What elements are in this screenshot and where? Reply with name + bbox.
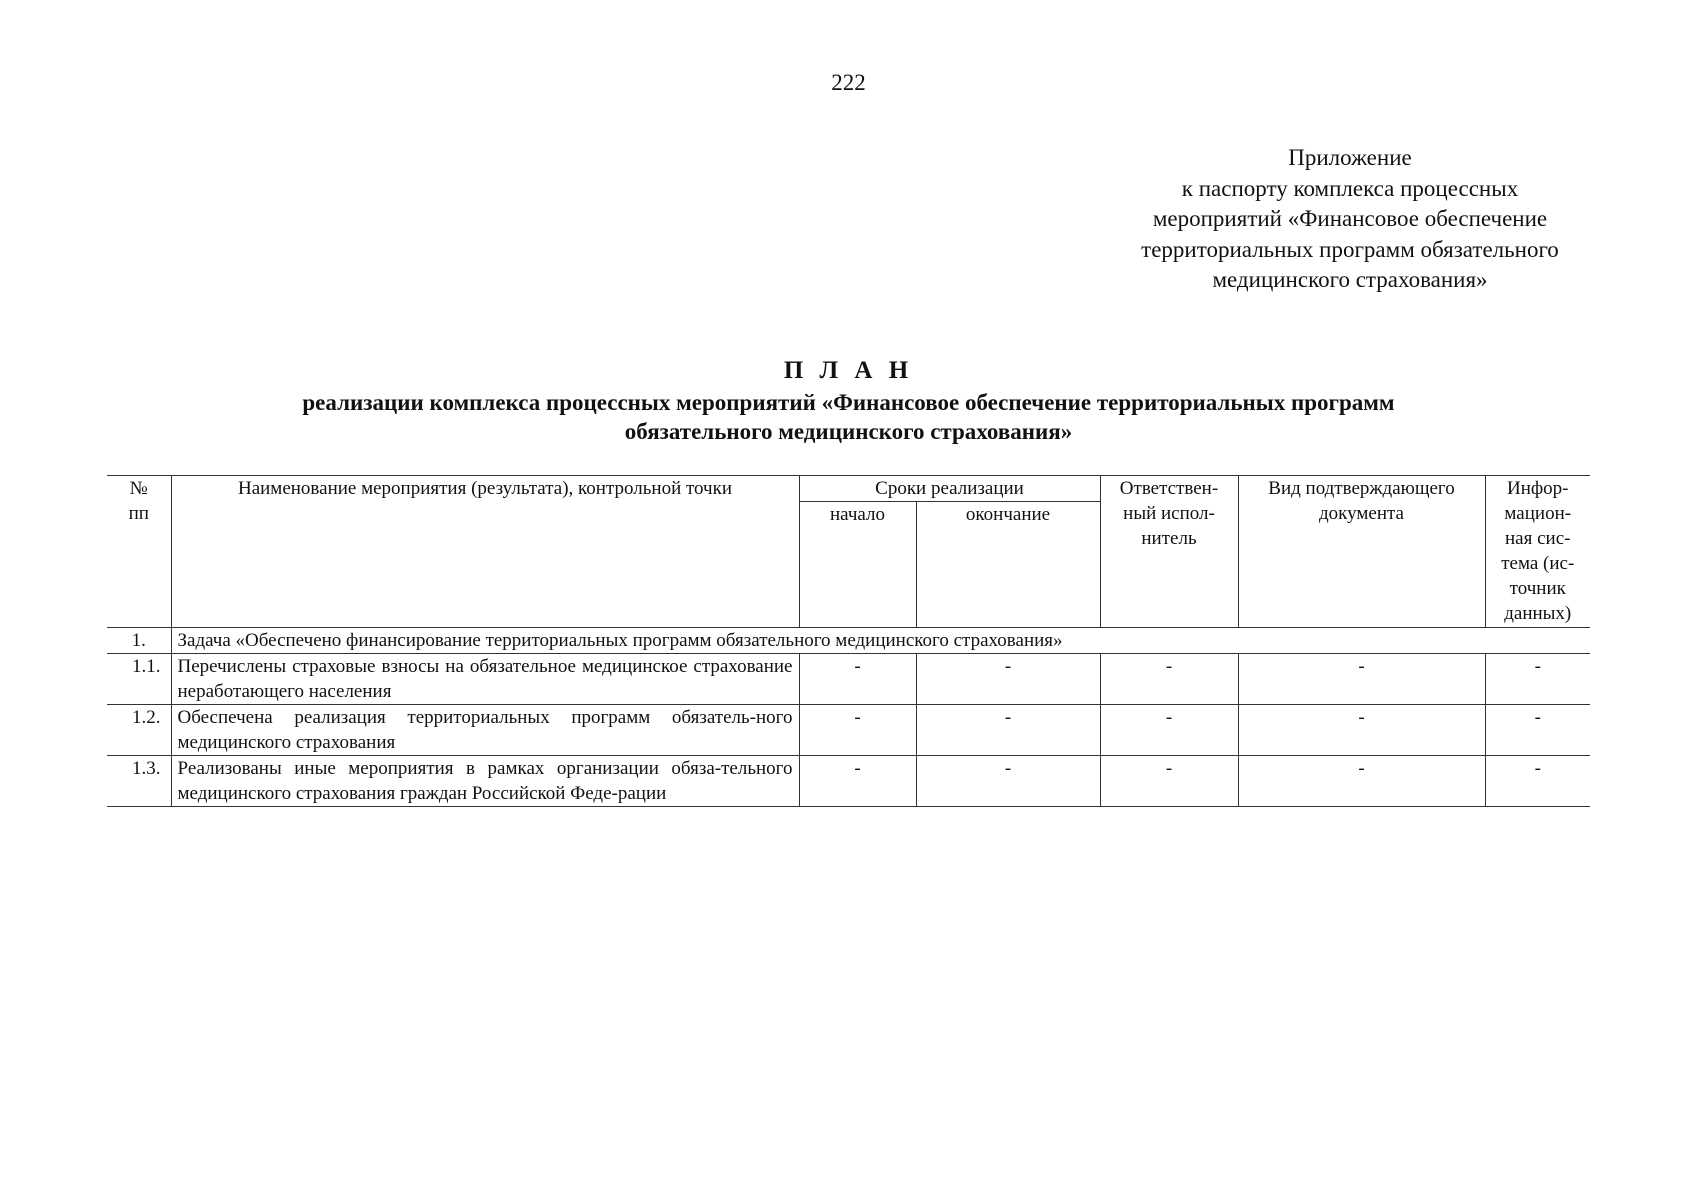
plan-title: П Л А Н xyxy=(783,357,914,384)
plan-subtitle xyxy=(100,388,1597,446)
appendix-line: к паспорту комплекса процессных xyxy=(1181,175,1519,201)
plan-subtitle-line: обязательного медицинского страхования» xyxy=(624,419,1073,444)
row-start: - xyxy=(799,705,916,756)
plan-table xyxy=(107,475,1590,807)
row-info-system: - xyxy=(1485,756,1590,807)
row-number: 1.3. xyxy=(107,756,171,807)
row-document: - xyxy=(1238,654,1485,705)
table-row xyxy=(107,756,1590,807)
header-info-system: Инфор- мацион- ная сис- тема (ис- точник данных) xyxy=(1485,476,1590,628)
row-responsible: - xyxy=(1100,654,1238,705)
plan-subtitle-line: реализации комплекса процессных мероприятий «Финансовое обеспечение территориальных программ xyxy=(302,390,1395,415)
row-start: - xyxy=(799,654,916,705)
row-info-system: - xyxy=(1485,705,1590,756)
row-document: - xyxy=(1238,756,1485,807)
header-end: окончание xyxy=(916,502,1100,628)
row-number: 1.2. xyxy=(107,705,171,756)
row-document: - xyxy=(1238,705,1485,756)
task-text: Задача «Обеспечено финансирование территориальных программ обязательного медицинского страхования» xyxy=(171,628,1590,654)
appendix-line: территориальных программ обязательного xyxy=(1141,236,1559,262)
task-row xyxy=(107,628,1590,654)
header-responsible: Ответствен- ный испол- нитель xyxy=(1100,476,1238,628)
task-number: 1. xyxy=(107,628,171,654)
row-end: - xyxy=(916,756,1100,807)
appendix-line: медицинского страхования» xyxy=(1212,267,1488,292)
row-end: - xyxy=(916,705,1100,756)
header-name: Наименование мероприятия (результата), контрольной точки xyxy=(171,476,799,628)
appendix-line: Приложение xyxy=(1288,145,1412,170)
appendix-line: мероприятий «Финансовое обеспечение xyxy=(1152,206,1548,231)
table-row xyxy=(107,705,1590,756)
page-number: 222 xyxy=(831,70,866,95)
row-info-system: - xyxy=(1485,654,1590,705)
row-name: Перечислены страховые взносы на обязательное медицинское страхование неработающего населения xyxy=(171,654,799,705)
row-responsible: - xyxy=(1100,756,1238,807)
header-number: № пп xyxy=(107,476,171,628)
table-row xyxy=(107,654,1590,705)
header-document: Вид подтверждающего документа xyxy=(1238,476,1485,628)
row-end: - xyxy=(916,654,1100,705)
header-terms: Сроки реализации xyxy=(799,476,1100,502)
row-name: Реализованы иные мероприятия в рамках организации обяза-тельного медицинского страхования граждан Российской Феде-рации xyxy=(171,756,799,807)
row-responsible: - xyxy=(1100,705,1238,756)
row-number: 1.1. xyxy=(107,654,171,705)
row-name: Обеспечена реализация территориальных программ обязатель-ного медицинского страхования xyxy=(171,705,799,756)
header-start: начало xyxy=(799,502,916,628)
row-start: - xyxy=(799,756,916,807)
appendix-block xyxy=(1090,143,1610,296)
